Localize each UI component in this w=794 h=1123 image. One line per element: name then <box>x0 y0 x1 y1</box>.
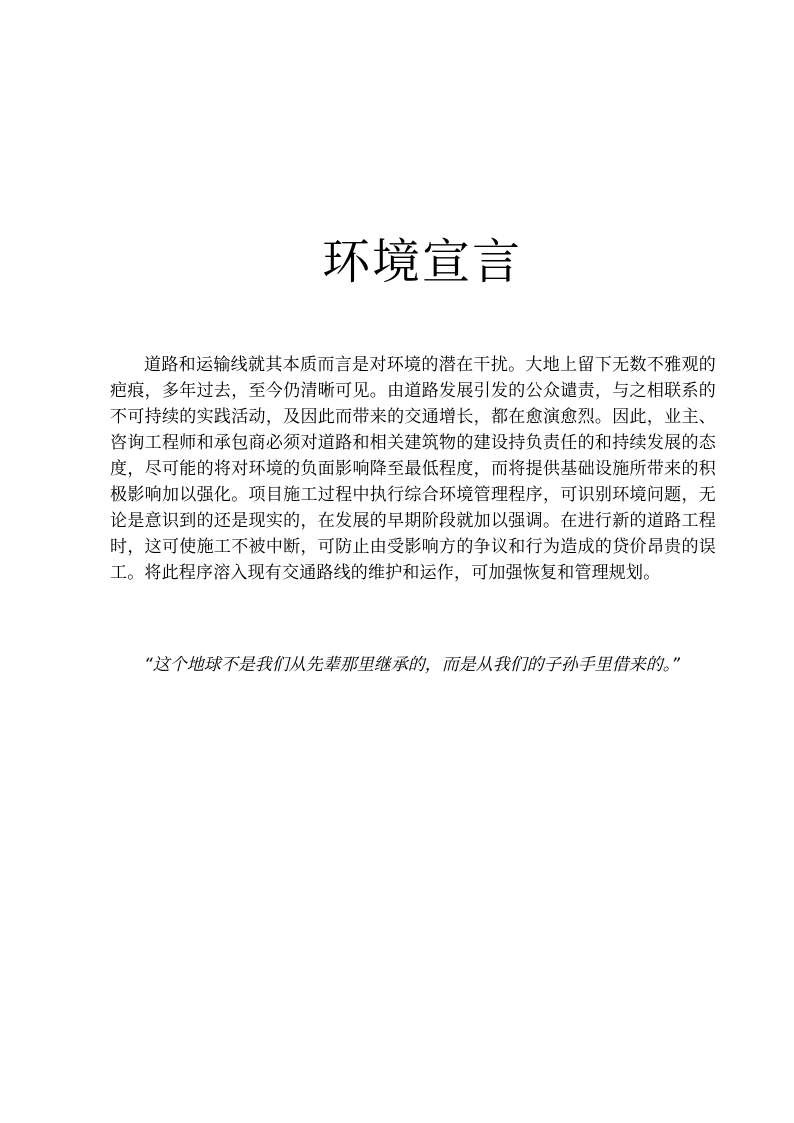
quote-paragraph: “这个地球不是我们从先辈那里继承的，而是从我们的子孙手里借来的。” <box>144 655 681 675</box>
body-paragraph: 道路和运输线就其本质而言是对环境的潜在干扰。大地上留下无数不雅观的疤痕，多年过去，至今仍清晰可见。由道路发展引发的公众谴责，与之相联系的不可持续的实践活动，及因此而带来的交通增长，都在愈演愈烈。因此，业主、咨询工程师和承包商必须对道路和相关建筑物的建设持负责任的和持续发展的态度，尽可能的将对环境的负面影响降至最低程度，而将提供基础设施所带来的积极影响加以强化。项目施工过程中执行综合环境管理程序，可识别环境问题，无论是意识到的还是现实的，在发展的早期阶段就加以强调。在进行新的道路工程时，这可使施工不被中断，可防止由受影响方的争议和行为造成的贷价昂贵的误工。将此程序溶入现有交通路线的维护和运作，可加强恢复和管理规划。 <box>110 355 716 583</box>
document-title: 环境宣言 <box>321 234 522 290</box>
